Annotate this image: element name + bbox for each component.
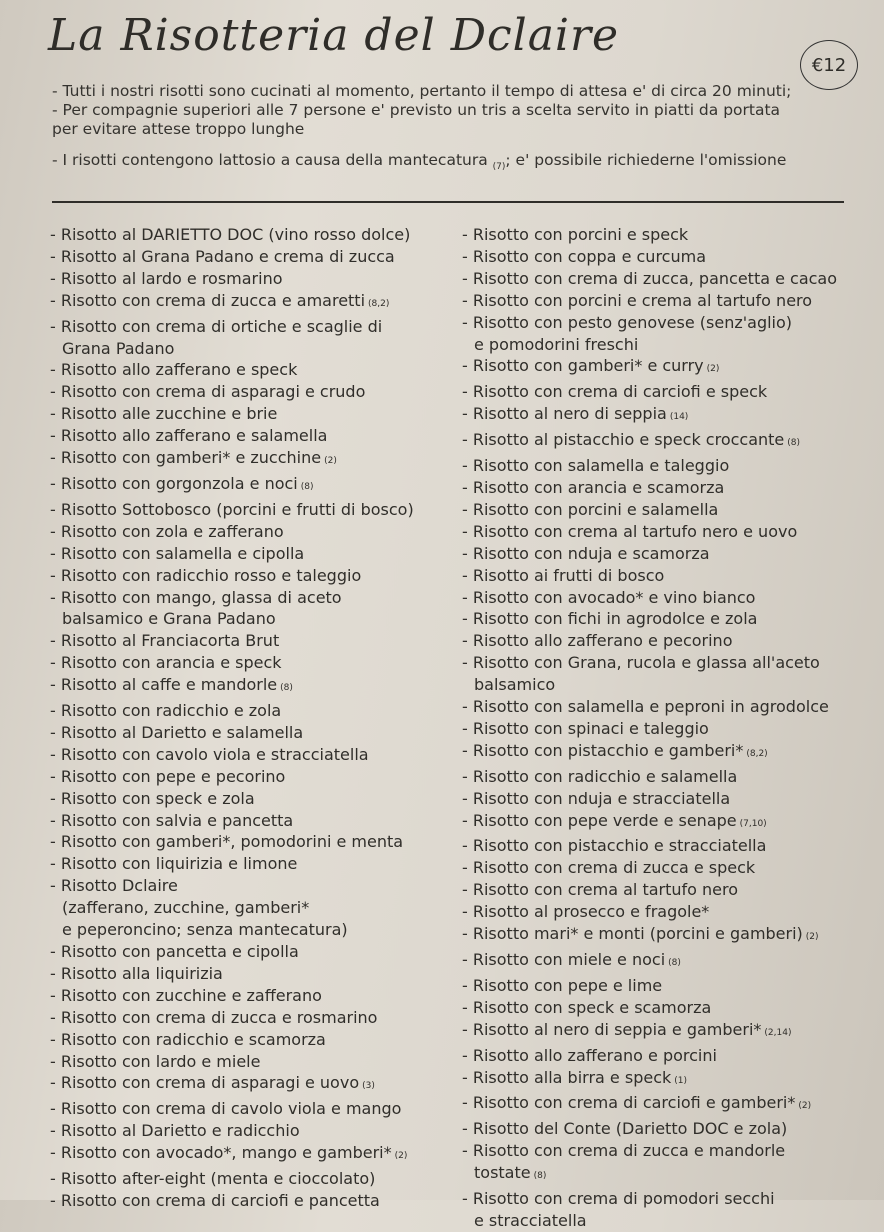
menu-item	[462, 810, 857, 836]
menu-item-text: - Risotto con crema di zucca, pancetta e cacao	[462, 268, 838, 288]
allergen-code: (2)	[805, 932, 819, 943]
menu-item	[50, 674, 455, 700]
menu-item-text: - Risotto after-eight (menta e cioccolato)	[50, 1169, 376, 1189]
menu-item-text: - Risotto al pistacchio e speck croccante	[462, 430, 785, 450]
menu-item	[50, 875, 455, 897]
menu-item	[462, 1067, 857, 1093]
menu-item	[462, 1092, 857, 1118]
menu-item	[50, 359, 455, 381]
menu-item	[50, 521, 455, 543]
note-lactose	[52, 151, 852, 177]
note-lactose-tail: ; e' possibile richiederne l'omissione	[505, 151, 787, 169]
menu-item-text: - Risotto con salamella e cipolla	[50, 543, 305, 563]
menu-item	[50, 652, 455, 674]
menu-item-text: - Risotto con speck e zola	[50, 788, 255, 808]
menu-item-continuation	[462, 674, 857, 696]
menu-item-text: - Risotto con pistacchio e stracciatella	[462, 836, 767, 856]
menu-item-text: - Risotto con gamberi*, pomodorini e menta	[50, 832, 404, 852]
menu-item	[462, 429, 857, 455]
menu-item	[50, 425, 455, 447]
menu-item-text: - Risotto con crema di asparagi e uovo	[50, 1073, 360, 1093]
menu-item	[462, 246, 857, 268]
menu-item	[462, 630, 857, 652]
menu-item-text: - Risotto al Darietto e radicchio	[50, 1121, 300, 1141]
menu-item	[462, 312, 857, 334]
menu-item-text: - Risotto con miele e noci	[462, 950, 666, 969]
menu-item-text: - Risotto con salamella e peproni in agrodolce	[462, 697, 829, 717]
menu-item-text: - Risotto con crema di pomodori secchi	[462, 1189, 775, 1209]
menu-item	[50, 941, 455, 963]
menu-item	[462, 355, 857, 381]
menu-item	[50, 853, 455, 875]
menu-item-continuation	[50, 897, 455, 919]
menu-item	[50, 1168, 455, 1190]
menu-item-text: - Risotto con pistacchio e gamberi*	[462, 740, 744, 760]
menu-item-text: - Risotto con crema di ortiche e scaglie di	[50, 316, 383, 336]
menu-item-text: - Risotto con pesto genovese (senz'aglio)	[462, 312, 793, 332]
menu-item-text: - Risotto con gorgonzola e noci	[50, 473, 298, 493]
menu-item	[462, 499, 857, 521]
menu-item	[462, 1118, 857, 1140]
allergen-code: (2)	[394, 1151, 408, 1162]
menu-item-text: - Risotto con crema di zucca e rosmarino	[50, 1007, 378, 1027]
note-wait-time: - Tutti i nostri risotti sono cucinati al momento, pertanto il tempo di attesa e' di circa 20 minuti;	[52, 82, 792, 100]
menu-item	[462, 857, 857, 879]
menu-item	[50, 744, 455, 766]
menu-item-text: balsamico e Grana Padano	[62, 609, 276, 629]
menu-item-text: - Risotto con pepe e pecorino	[50, 766, 286, 786]
menu-item	[50, 403, 455, 425]
menu-item	[50, 1051, 455, 1073]
menu-item	[462, 879, 857, 901]
menu-item	[50, 565, 455, 587]
menu-item-text: balsamico	[474, 675, 556, 695]
menu-item-text: - Risotto con porcini e speck	[462, 225, 689, 244]
menu-item-text: - Risotto con fichi in agrodolce e zola	[462, 609, 758, 629]
menu-item	[462, 268, 857, 290]
menu-item-continuation	[462, 334, 857, 356]
menu-item-text: - Risotto con lardo e miele	[50, 1051, 261, 1071]
menu-item	[462, 975, 857, 997]
price-badge: €12	[800, 40, 858, 90]
menu-item-text: - Risotto con radicchio e salamella	[462, 766, 738, 786]
menu-item	[50, 246, 455, 268]
note-groups: - Per compagnie superiori alle 7 persone e' previsto un tris a scelta servito in piatti da portata	[52, 101, 781, 119]
menu-item-text: - Risotto con radicchio e zola	[50, 701, 282, 721]
allergen-code: (8)	[533, 1171, 547, 1182]
menu-item	[50, 587, 455, 609]
menu-item-text: - Risotto con speck e scamorza	[462, 997, 712, 1017]
menu-item-text: - Risotto con crema di carciofi e gamberi*	[462, 1093, 796, 1113]
menu-item	[462, 403, 857, 429]
menu-item-text: - Risotto con salvia e pancetta	[50, 810, 294, 830]
menu-item	[462, 477, 857, 499]
menu-item	[50, 788, 455, 810]
allergen-code: (3)	[362, 1081, 375, 1092]
menu-item-text: - Risotto con pancetta e cipolla	[50, 942, 299, 961]
menu-item-text: - Risotto con zucchine e zafferano	[50, 985, 322, 1005]
menu-item-text: - Risotto con coppa e curcuma	[462, 246, 706, 266]
divider-line	[52, 201, 844, 203]
menu-item	[462, 652, 857, 674]
menu-item	[462, 290, 857, 312]
menu-item	[50, 1142, 455, 1168]
menu-item-text: - Risotto con salamella e taleggio	[462, 456, 730, 476]
menu-item-text: - Risotto con mango, glassa di aceto	[50, 587, 342, 607]
menu-item-text: - Risotto alle zucchine e brie	[50, 404, 278, 424]
menu-item-text: - Risotto con arancia e scamorza	[462, 477, 725, 497]
menu-item-text: - Risotto con porcini e salamella	[462, 499, 719, 519]
menu-item-text: - Risotto con Grana, rucola e glassa all'aceto	[462, 653, 820, 673]
menu-item-text: - Risotto con cavolo viola e stracciatella	[50, 744, 369, 764]
menu-item-text: - Risotto alla birra e speck	[462, 1067, 672, 1087]
menu-item	[462, 718, 857, 740]
menu-item-text: (zafferano, zucchine, gamberi*	[62, 898, 310, 918]
allergen-code: (8,2)	[368, 298, 390, 309]
menu-item-continuation	[462, 1210, 857, 1232]
menu-item-text: - Risotto al prosecco e fragole*	[462, 902, 710, 922]
menu-item	[50, 985, 455, 1007]
allergen-code: (7,10)	[739, 818, 767, 829]
menu-item	[462, 224, 857, 246]
menu-item-text: - Risotto con avocado*, mango e gamberi*	[50, 1143, 392, 1163]
allergen-code: (8)	[280, 683, 293, 694]
menu-item	[50, 224, 455, 246]
menu-item-text: - Risotto al DARIETTO DOC (vino rosso dolce)	[50, 225, 411, 244]
menu-item-text: - Risotto con spinaci e taleggio	[462, 718, 709, 738]
left-menu-column	[50, 224, 455, 1212]
menu-item-text: e peperoncino; senza mantecatura)	[62, 920, 348, 940]
menu-item-continuation	[50, 919, 455, 941]
menu-item-text: - Risotto alla liquirizia	[50, 963, 223, 983]
menu-item	[50, 268, 455, 290]
menu-item	[50, 722, 455, 744]
menu-item-text: - Risotto con avocado* e vino bianco	[462, 587, 756, 607]
menu-item	[462, 381, 857, 403]
menu-item-text: - Risotto con liquirizia e limone	[50, 854, 298, 874]
notes-section	[52, 82, 852, 177]
menu-item-text: - Risotto con crema al tartufo nero e uovo	[462, 521, 798, 541]
menu-item	[462, 766, 857, 788]
menu-item	[462, 1140, 857, 1162]
menu-item	[50, 1007, 455, 1029]
menu-item	[50, 831, 455, 853]
allergen-code: (2)	[324, 456, 337, 467]
menu-item-text: - Risotto con crema di carciofi e pancetta	[50, 1190, 380, 1210]
allergen-code: (8)	[787, 438, 801, 449]
menu-item	[50, 963, 455, 985]
note-lactose-text: - I risotti contengono lattosio a causa della mantecatura	[52, 151, 488, 169]
menu-item-text: - Risotto con gamberi* e zucchine	[50, 448, 322, 468]
allergen-code: (2,14)	[764, 1027, 792, 1038]
menu-item-text: - Risotto con radicchio e scamorza	[50, 1029, 326, 1049]
allergen-code: (14)	[669, 412, 689, 423]
menu-item-text: - Risotto Dclaire	[50, 876, 178, 896]
menu-item	[462, 740, 857, 766]
menu-item-text: - Risotto con crema di zucca e speck	[462, 858, 756, 878]
note-lactose-allergen: (7)	[492, 162, 506, 173]
allergen-code: (8)	[300, 481, 314, 492]
menu-item-continuation	[50, 338, 455, 360]
menu-item	[50, 630, 455, 652]
menu-item-text: - Risotto con crema di cavolo viola e mango	[50, 1099, 402, 1119]
menu-item	[50, 1029, 455, 1051]
menu-item-text: - Risotto con crema al tartufo nero	[462, 880, 739, 900]
allergen-code: (1)	[674, 1075, 687, 1086]
menu-item	[50, 1120, 455, 1142]
menu-item	[462, 949, 857, 975]
menu-item	[462, 788, 857, 810]
menu-item	[50, 290, 455, 316]
menu-item	[462, 1045, 857, 1067]
menu-item	[50, 1190, 455, 1212]
menu-item-text: tostate	[474, 1163, 531, 1183]
menu-item-text: e pomodorini freschi	[474, 334, 639, 354]
menu-item-continuation	[462, 1162, 857, 1188]
menu-item-text: - Risotto con crema di carciofi e speck	[462, 382, 768, 402]
menu-item	[50, 543, 455, 565]
menu-item-text: - Risotto con gamberi* e curry	[462, 356, 704, 376]
allergen-code: (2)	[706, 364, 720, 375]
menu-item	[50, 447, 455, 473]
menu-item	[50, 381, 455, 403]
menu-item-text: - Risotto al lardo e rosmarino	[50, 268, 283, 288]
menu-item-text: - Risotto al nero di seppia e gamberi*	[462, 1019, 762, 1039]
menu-item	[462, 521, 857, 543]
menu-item-text: - Risotto con crema di zucca e amaretti	[50, 290, 366, 310]
menu-item	[462, 587, 857, 609]
menu-title: La Risotteria del Dclaire	[48, 10, 620, 61]
menu-item	[462, 923, 857, 949]
menu-item-text: - Risotto con porcini e crema al tartufo nero	[462, 290, 813, 310]
menu-item-text: - Risotto con arancia e speck	[50, 653, 282, 673]
allergen-code: (8)	[668, 958, 681, 968]
menu-item-text: - Risotto al Darietto e salamella	[50, 722, 304, 742]
menu-item	[50, 700, 455, 722]
menu-item	[50, 473, 455, 499]
menu-item	[462, 565, 857, 587]
menu-item	[462, 997, 857, 1019]
menu-item-text: - Risotto allo zafferano e salamella	[50, 426, 328, 446]
menu-item-text: - Risotto al nero di seppia	[462, 404, 667, 424]
menu-item	[462, 455, 857, 477]
menu-item-text: Grana Padano	[62, 338, 175, 358]
allergen-code: (8,2)	[746, 748, 768, 759]
menu-item-text: e stracciatella	[474, 1210, 587, 1230]
menu-item-text: - Risotto allo zafferano e speck	[50, 360, 298, 380]
menu-item	[462, 835, 857, 857]
menu-item-text: - Risotto al Grana Padano e crema di zucca	[50, 246, 395, 266]
menu-item-text: - Risotto al Franciacorta Brut	[50, 631, 280, 651]
menu-item-continuation	[50, 608, 455, 630]
menu-item-text: - Risotto Sottobosco (porcini e frutti di bosco)	[50, 499, 414, 519]
menu-item-text: - Risotto con pepe verde e senape	[462, 810, 737, 830]
menu-item-text: - Risotto allo zafferano e pecorino	[462, 631, 733, 651]
menu-item-text: - Risotto mari* e monti (porcini e gamberi)	[462, 924, 803, 944]
menu-item	[462, 1188, 857, 1210]
right-menu-column	[462, 224, 857, 1232]
menu-item-text: - Risotto allo zafferano e porcini	[462, 1045, 717, 1065]
menu-item	[462, 1019, 857, 1045]
menu-item-text: - Risotto con zola e zafferano	[50, 521, 284, 541]
menu-item	[50, 499, 455, 521]
menu-item	[50, 766, 455, 788]
menu-item	[462, 696, 857, 718]
menu-item	[462, 608, 857, 630]
menu-item-text: - Risotto con pepe e lime	[462, 975, 663, 995]
menu-item-text: - Risotto con radicchio rosso e taleggio	[50, 565, 362, 585]
allergen-code: (2)	[798, 1101, 812, 1112]
menu-item	[462, 543, 857, 565]
note-groups-cont: per evitare attese troppo lunghe	[52, 120, 305, 138]
menu-item-text: - Risotto con crema di asparagi e crudo	[50, 382, 366, 402]
menu-item	[50, 1098, 455, 1120]
menu-item	[50, 1072, 455, 1098]
menu-item-text: - Risotto con nduja e stracciatella	[462, 788, 731, 808]
menu-item	[50, 810, 455, 832]
menu-item-text: - Risotto ai frutti di bosco	[462, 565, 665, 585]
menu-item	[462, 901, 857, 923]
menu-item-text: - Risotto con crema di zucca e mandorle	[462, 1141, 786, 1161]
menu-item-text: - Risotto con nduja e scamorza	[462, 543, 710, 563]
menu-item-text: - Risotto al caffe e mandorle	[50, 675, 278, 695]
menu-item	[50, 316, 455, 338]
menu-item-text: - Risotto del Conte (Darietto DOC e zola)	[462, 1119, 788, 1139]
